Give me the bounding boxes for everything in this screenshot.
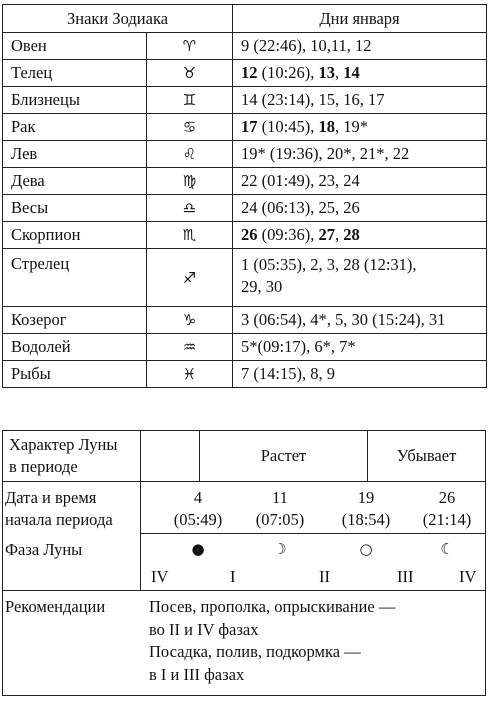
sign-days: 22 (01:49), 23, 24 [233,168,487,195]
quarter-label: IV [151,567,169,586]
zodiac-row-sagittarius [3,249,487,307]
zodiac-header-row [3,5,487,33]
zodiac-row-gemini [3,87,487,114]
recommendations-text: Посев, прополка, опрыскивание — во II и IV фазах Посадка, полив, подкормка — в I и III фазах [149,597,396,684]
leo-icon: ♌︎ [147,141,233,168]
zodiac-row-pisces [3,361,487,388]
capricorn-icon: ♑︎ [147,307,233,334]
sign-name: Скорпион [3,222,147,249]
divider [141,533,485,534]
new-moon-icon: ● [191,540,205,558]
sign-name: Овен [3,33,147,60]
sign-name: Лев [3,141,147,168]
divider [3,481,485,482]
libra-icon: ♎︎ [147,195,233,222]
recommendations-label: Рекомендации [5,597,106,616]
sign-name: Телец [3,60,147,87]
sign-name: Козерог [3,307,147,334]
zodiac-row-aquarius [3,334,487,361]
scorpio-icon: ♏︎ [147,222,233,249]
zodiac-row-taurus [3,60,487,87]
zodiac-row-capricorn [3,307,487,334]
sign-name: Весы [3,195,147,222]
sign-days: 17 (10:45), 18, 19* [233,114,487,141]
moon-character-label: Характер Луны в периоде [9,435,118,476]
period-start-1: 4 (05:49) [173,488,223,529]
period-start-2: 11 (07:05) [255,488,305,529]
zodiac-row-virgo [3,168,487,195]
sign-name: Водолей [3,334,147,361]
sign-days: 19* (19:36), 20*, 21*, 22 [233,141,487,168]
divider [3,590,485,591]
sign-days: 3 (06:54), 4*, 5, 30 (15:24), 31 [233,307,487,334]
zodiac-row-scorpio [3,222,487,249]
moon-table [2,430,486,696]
cancer-icon: ♋︎ [147,114,233,141]
sign-name: Рак [3,114,147,141]
sign-name: Стрелец [3,249,147,307]
sign-name: Рыбы [3,361,147,388]
zodiac-row-cancer [3,114,487,141]
aries-icon: ♈︎ [147,33,233,60]
divider [140,431,141,590]
zodiac-row-libra [3,195,487,222]
period-start-label: Дата и время начала периода [5,488,113,529]
moon-phase-label: Фаза Луны [5,540,83,559]
zodiac-sign-header: Знаки Зодиака [3,5,233,33]
pisces-icon: ♓︎ [147,361,233,388]
aquarius-icon: ♒︎ [147,334,233,361]
gemini-icon: ♊︎ [147,87,233,114]
first-quarter-moon-icon: ☽ [273,540,287,558]
sign-name: Близнецы [3,87,147,114]
virgo-icon: ♍︎ [147,168,233,195]
quarter-label: II [319,567,330,586]
quarter-label: I [230,567,236,586]
zodiac-row-leo [3,141,487,168]
sign-days: 7 (14:15), 8, 9 [233,361,487,388]
quarter-label: III [397,567,414,586]
sign-days: 12 (10:26), 13, 14 [233,60,487,87]
zodiac-row-aries [3,33,487,60]
sign-days: 1 (05:35), 2, 3, 28 (12:31), 29, 30 [233,249,487,307]
last-quarter-moon-icon: ☾ [440,540,454,558]
quarter-label: IV [459,567,477,586]
sign-days: 14 (23:14), 15, 16, 17 [233,87,487,114]
period-start-3: 19 (18:54) [341,488,391,529]
waning-label: Убывает [396,446,457,465]
sign-days: 26 (09:36), 27, 28 [233,222,487,249]
january-days-header: Дни января [233,5,487,33]
period-start-4: 26 (21:14) [422,488,472,529]
sign-days: 24 (06:13), 25, 26 [233,195,487,222]
sagittarius-icon: ♐︎ [147,249,233,307]
growing-label: Растет [260,446,307,465]
taurus-icon: ♉︎ [147,60,233,87]
sign-days: 9 (22:46), 10,11, 12 [233,33,487,60]
full-moon-icon: ○ [359,540,373,558]
zodiac-table [2,4,487,388]
sign-name: Дева [3,168,147,195]
sign-days: 5*(09:17), 6*, 7* [233,334,487,361]
